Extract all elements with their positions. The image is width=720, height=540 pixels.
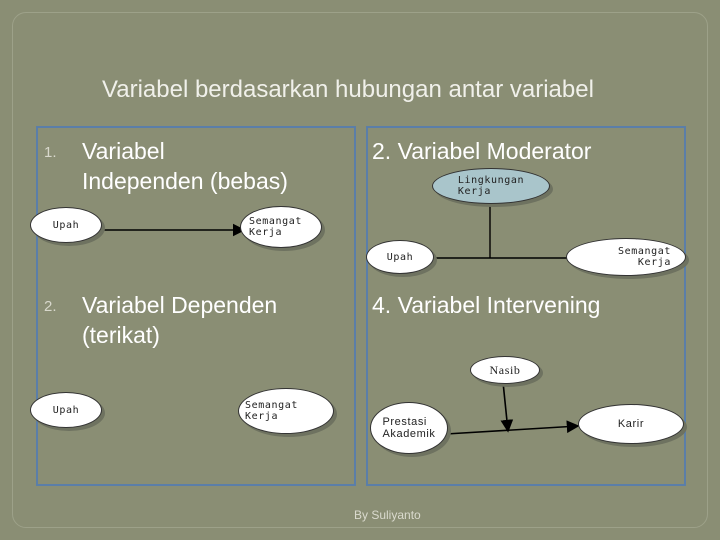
node-semangat-moderator-label-2: Kerja	[637, 257, 671, 268]
section-moderator-heading: 2. Variabel Moderator	[372, 138, 592, 164]
node-upah-dependent-label: Upah	[52, 404, 80, 416]
node-upah-independent	[30, 207, 102, 243]
node-prestasi-label-2: Akademik	[382, 428, 436, 440]
section-2-line1: Variabel Dependen	[82, 292, 278, 318]
node-nasib	[470, 356, 540, 384]
section-2-line2: (terikat)	[82, 322, 160, 348]
node-semangat-kerja-independent	[240, 206, 322, 248]
node-semangat-label-1: Semangat	[249, 216, 302, 227]
node-lingkungan-kerja	[432, 168, 550, 204]
node-semangat-kerja-dependent	[238, 388, 334, 434]
section-intervening-heading: 4. Variabel Intervening	[372, 292, 601, 318]
node-semangat-moderator-label-1: Semangat	[618, 246, 671, 257]
node-karir-label: Karir	[617, 418, 645, 430]
node-nasib-label: Nasib	[489, 362, 521, 377]
node-karir	[578, 404, 684, 444]
node-lingkungan-label-1: Lingkungan	[457, 175, 525, 186]
node-lingkungan-label-2: Kerja	[457, 186, 491, 197]
section-1-line1: Variabel	[82, 138, 165, 164]
section-2-number: 2.	[44, 298, 57, 315]
section-1-line2: Independen (bebas)	[82, 168, 288, 194]
node-semangat-kerja-moderator	[566, 238, 686, 276]
node-semangat-dependent-label-1: Semangat	[245, 400, 298, 411]
section-1-number: 1.	[44, 144, 57, 161]
node-semangat-dependent-label-2: Kerja	[245, 411, 279, 422]
intervening-arrow-nasib-line	[503, 382, 508, 431]
intervening-arrow-prestasi-karir	[446, 426, 578, 434]
node-prestasi-label-1: Prestasi	[382, 416, 427, 428]
node-prestasi-akademik	[370, 402, 448, 454]
node-upah-dependent	[30, 392, 102, 428]
node-upah-label: Upah	[52, 219, 80, 231]
footer-credit: By Suliyanto	[354, 508, 421, 522]
node-upah-moderator	[366, 240, 434, 274]
slide-title: Variabel berdasarkan hubungan antar variabel	[102, 76, 594, 103]
node-semangat-label-2: Kerja	[249, 227, 283, 238]
node-upah-moderator-label: Upah	[386, 251, 414, 263]
